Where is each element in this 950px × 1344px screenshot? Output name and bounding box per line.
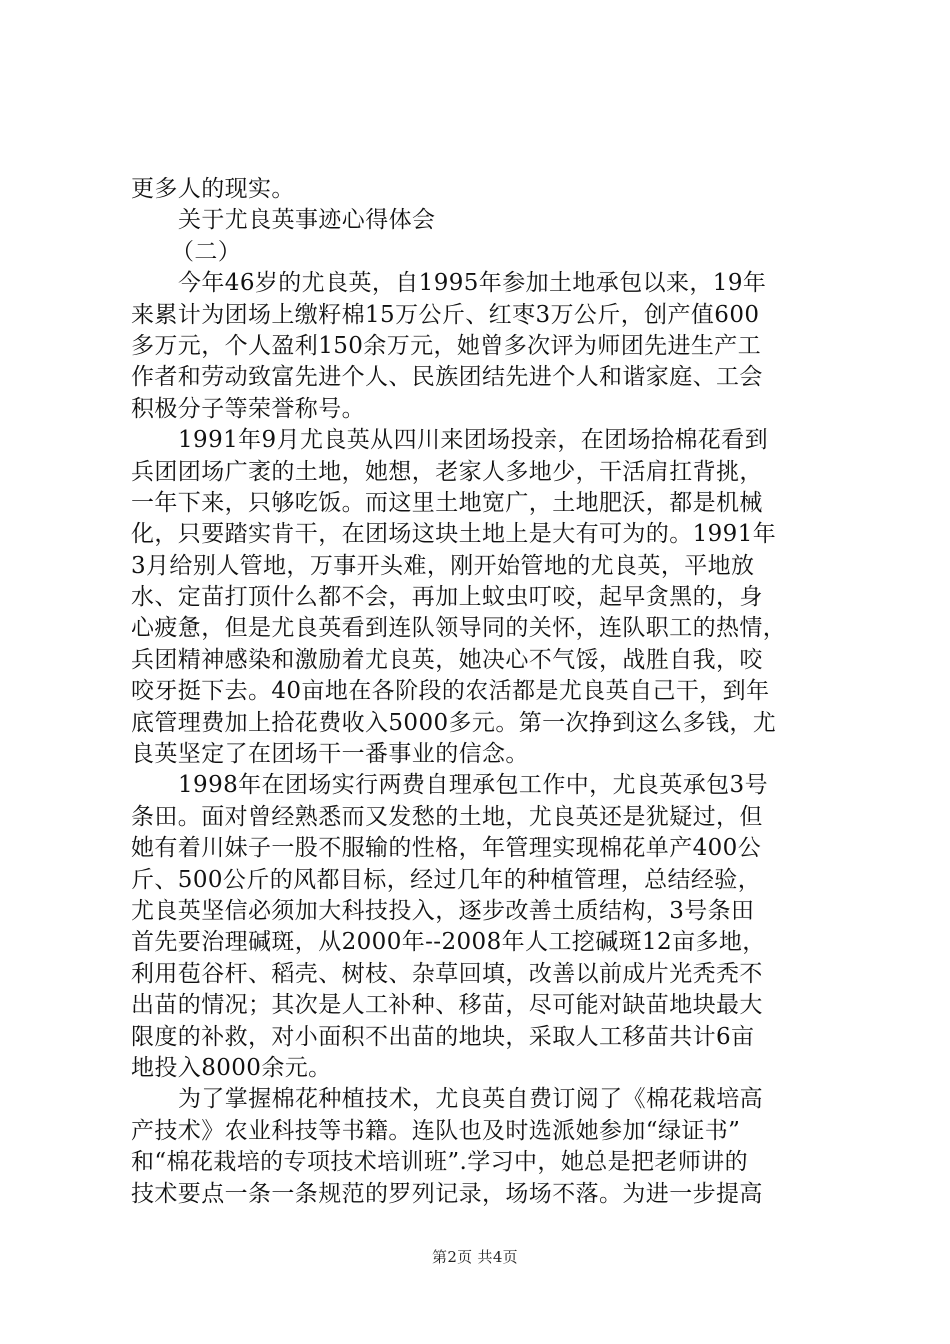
paragraph-2-line: 一年下来，只够吃饭。而这里土地宽广，土地肥沃，都是机械 bbox=[131, 489, 763, 516]
paragraph-4-line: 技术要点一条一条规范的罗列记录，场场不落。为进一步提高 bbox=[131, 1180, 763, 1207]
paragraph-3-line: 条田。面对曾经熟悉而又发愁的土地，尤良英还是犹疑过，但 bbox=[131, 803, 763, 830]
page-footer: 第2页 共4页 bbox=[432, 1248, 518, 1266]
paragraph-2-line: 兵团精神感染和激励着尤良英，她决心不气馁，战胜自我，咬 bbox=[131, 646, 763, 673]
paragraph-3-line: 出苗的情况；其次是人工补种、移苗，尽可能对缺苗地块最大 bbox=[131, 992, 763, 1019]
paragraph-2-line: 兵团团场广袤的土地，她想，老家人多地少，干活肩扛背挑， bbox=[131, 458, 763, 485]
section-title: 关于尤良英事迹心得体会 bbox=[178, 207, 436, 234]
document-body bbox=[131, 174, 831, 1210]
paragraph-1-line: 多万元，个人盈利150余万元，她曾多次评为师团先进生产工 bbox=[131, 332, 762, 359]
paragraph-3-line: 首先要治理碱斑，从2000年--2008年人工挖碱斑12亩多地， bbox=[131, 929, 766, 956]
paragraph-2-line: 水、定苗打顶什么都不会，再加上蚊虫叮咬，起早贪黑的，身 bbox=[131, 584, 763, 611]
paragraph-4-line: 和“棉花栽培的专项技术培训班”.学习中，她总是把老师讲的 bbox=[131, 1149, 749, 1176]
paragraph-1-line: 今年46岁的尤良英，自1995年参加土地承包以来，19年 bbox=[178, 270, 767, 297]
paragraph-2-line: 良英坚定了在团场干一番事业的信念。 bbox=[131, 741, 529, 768]
paragraph-1-line: 作者和劳动致富先进个人、民族团结先进个人和谐家庭、工会 bbox=[131, 364, 763, 391]
paragraph-3-line: 1998年在团场实行两费自理承包工作中，尤良英承包3号 bbox=[178, 772, 768, 799]
paragraph-2-line: 1991年9月尤良英从四川来团场投亲，在团场拾棉花看到 bbox=[178, 427, 768, 454]
text-line: 更多人的现实。 bbox=[131, 176, 295, 202]
paragraph-2-line: 化，只要踏实肯干，在团场这块土地上是大有可为的。1991年 bbox=[131, 521, 777, 548]
paragraph-1-line: 来累计为团场上缴籽棉15万公斤、红枣3万公斤，创产值600 bbox=[131, 301, 760, 328]
paragraph-1-line: 积极分子等荣誉称号。 bbox=[131, 395, 365, 422]
paragraph-3-line: 利用苞谷杆、稻壳、树枝、杂草回填，改善以前成片光秃秃不 bbox=[131, 960, 763, 987]
paragraph-2-line: 咬牙挺下去。40亩地在各阶段的农活都是尤良英自己干，到年 bbox=[131, 678, 770, 705]
paragraph-2-line: 3月给别人管地，万事开头难，刚开始管地的尤良英，平地放 bbox=[131, 552, 755, 579]
paragraph-3-line: 地投入8000余元。 bbox=[131, 1054, 332, 1081]
section-number: （二） bbox=[171, 238, 242, 265]
paragraph-3-line: 斤、500公斤的风都目标，经过几年的种植管理，总结经验， bbox=[131, 866, 762, 893]
paragraph-2-line: 底管理费加上拾花费收入5000多元。第一次挣到这么多钱，尤 bbox=[131, 709, 777, 736]
paragraph-3-line: 她有着川妹子一股不服输的性格，年管理实现棉花单产400公 bbox=[131, 835, 762, 862]
paragraph-4-line: 产技术》农业科技等书籍。连队也及时选派她参加“绿证书” bbox=[131, 1117, 741, 1144]
paragraph-4-line: 为了掌握棉花种植技术，尤良英自费订阅了《棉花栽培高 bbox=[178, 1086, 763, 1113]
paragraph-3-line: 限度的补救，对小面积不出苗的地块，采取人工移苗共计6亩 bbox=[131, 1023, 755, 1050]
paragraph-2-line: 心疲惫，但是尤良英看到连队领导同的关怀，连队职工的热情， bbox=[131, 615, 787, 642]
paragraph-3-line: 尤良英坚信必须加大科技投入，逐步改善土质结构，3号条田 bbox=[131, 897, 755, 924]
